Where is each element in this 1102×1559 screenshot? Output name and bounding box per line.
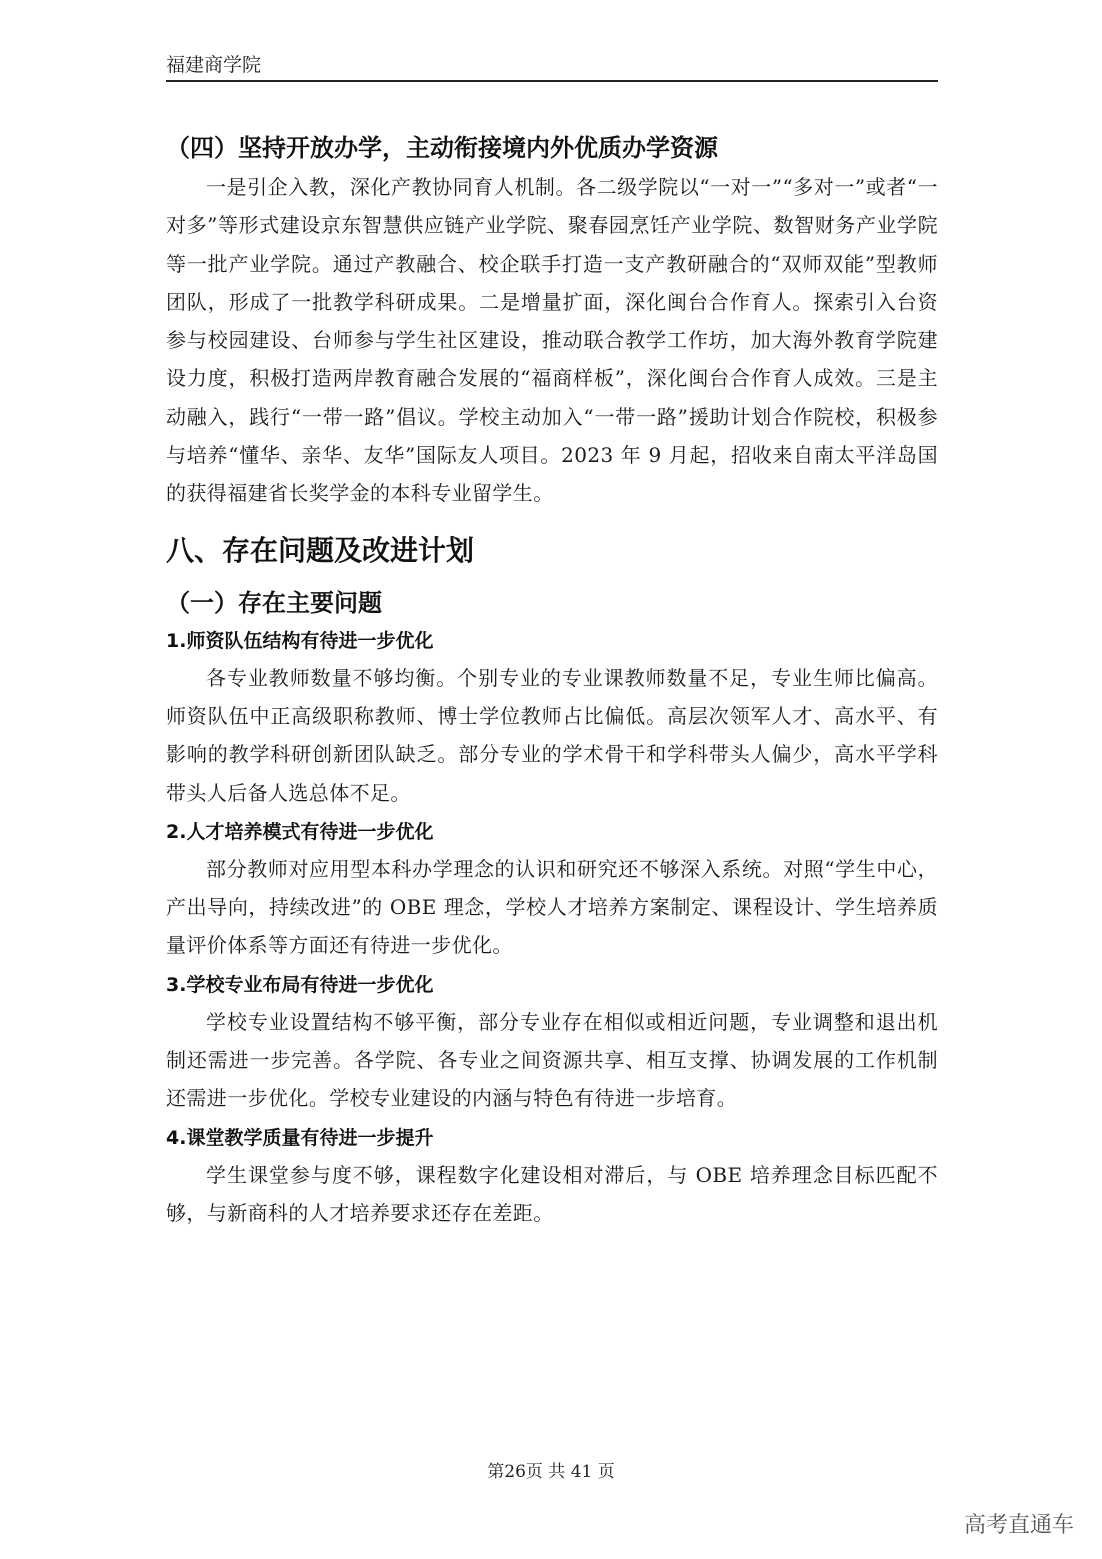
item-title-3: 3.学校专业布局有待进一步优化 [166,973,434,996]
item-text-3: 学校专业设置结构不够平衡，部分专业存在相似或相近问题，专业调整和退出机制还需进一步完善。各学院、各专业之间资源共享、相互支撑、协调发展的工作机制还需进一步优化。学校专业建设的内涵与特色有待进一步培育。 [166,1009,938,1111]
chapter-heading: 八、存在问题及改进计划 [166,533,475,567]
page-number: 第26页 共 41 页 [487,1462,615,1482]
item-text-2: 部分教师对应用型本科办学理念的认识和研究还不够深入系统。对照“学生中心，产出导向，持续改进”的 OBE 理念，学校人才培养方案制定、课程设计、学生培养质量评价体系等方面还有待进一步优化。 [166,856,938,958]
page-header [166,52,938,82]
item-title-4: 4.课堂教学质量有待进一步提升 [166,1126,434,1149]
watermark: 高考直通车 [963,1513,1074,1538]
section-heading-open: （四）坚持开放办学，主动衔接境内外优质办学资源 [166,134,718,162]
item-title-1: 1.师资队伍结构有待进一步优化 [166,629,434,652]
item-text-4: 学生课堂参与度不够，课程数字化建设相对滞后，与 OBE 培养理念目标匹配不够，与新商科的人才培养要求还存在差距。 [166,1162,938,1225]
item-text-1: 各专业教师数量不够均衡。个别专业的专业课教师数量不足，专业生师比偏高。师资队伍中正高级职称教师、博士学位教师占比偏低。高层次领军人才、高水平、有影响的教学科研创新团队缺乏。部分专业的学术骨干和学科带头人偏少，高水平学科带头人后备人选总体不足。 [166,665,938,805]
document-body [166,128,938,1232]
chapter-subheading: （一）存在主要问题 [166,588,382,617]
header-title: 福建商学院 [166,54,262,76]
section-paragraph-open: 一是引企入教，深化产教协同育人机制。各二级学院以“一对一”“多对一”或者“一对多”等形式建设京东智慧供应链产业学院、聚春园烹饪产业学院、数智财务产业学院等一批产业学院。通过产教融合、校企联手打造一支产教研融合的“双师双能”型教师团队，形成了一批教学科研成果。二是增量扩面，深化闽台合作育人。探索引入台资参与校园建设、台师参与学生社区建设，推动联合教学工作坊，加大海外教育学院建设力度，积极打造两岸教育融合发展的“福商样板”，深化闽台合作育人成效。三是主动融入，践行“一带一路”倡议。学校主动加入“一带一路”援助计划合作院校，积极参与培养“懂华、亲华、友华”国际友人项目。2023 年 9 月起，招收来自南太平洋岛国的获得福建省长奖学金的本科专业留学生。 [166,175,938,506]
item-title-2: 2.人才培养模式有待进一步优化 [166,820,434,843]
